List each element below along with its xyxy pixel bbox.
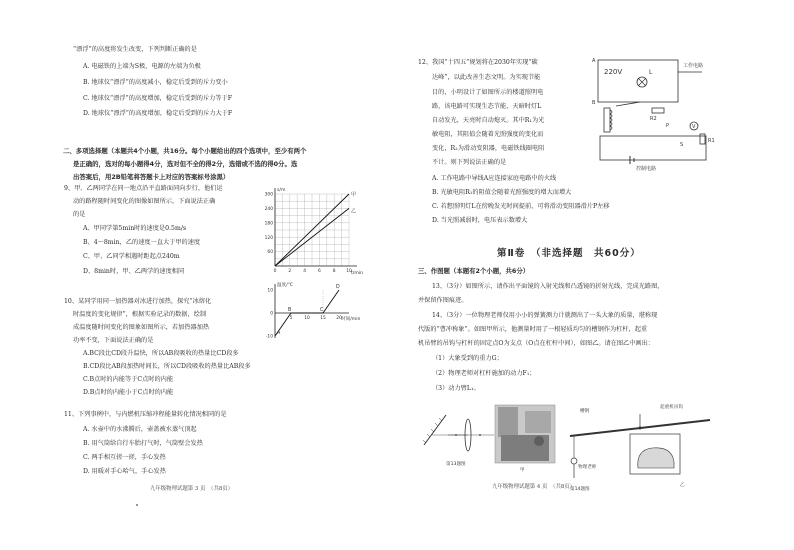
q9-option-b: B、4～8min，乙的速度一直大于甲的速度 xyxy=(83,239,201,246)
point-label: D xyxy=(336,285,340,290)
q12-circuit-diagram xyxy=(590,52,720,172)
q14-stem-1: 14、（3分）一位物理老师仅用小小的弹簧测力计就测出了一头大象的质量，堪称现 xyxy=(432,312,658,319)
q14-item-1: （1）大象受到的重力G； xyxy=(432,355,503,362)
jia-label: 甲 xyxy=(520,468,525,473)
q12-stem-2: 达峰”，以此改善生态文明。为实现节能 xyxy=(432,74,541,81)
q9-option-d: D、8min时，甲、乙两学的速度相同 xyxy=(83,268,185,275)
control-circuit-frame xyxy=(600,136,706,160)
q10-option-d: D.B点时的内能小于C点时的内能 xyxy=(83,389,174,396)
q12-option-c: C. 若想照明灯L在傍晚发光时间提前，可将滑动变阻器滑片P左移 xyxy=(432,203,610,210)
y-tick-label: 10 xyxy=(267,288,273,294)
section2-line-2: 是正确的，选对的每小题得4分，选对但不全的得2分，选错或不选的得0分。选 xyxy=(73,160,298,168)
x-tick-label: 6 xyxy=(318,269,321,274)
control-circuit-label: 控制电路 xyxy=(636,166,657,172)
q8-option-c: C. 地球仪“漂浮”的高度增加，稳定后受到的斥力等于F xyxy=(83,95,233,102)
q14-stem-2: 代版的“曹冲称象”。如图甲所示，他测量时用了一根轻质均匀的槽钢作为杠杆，起重 xyxy=(418,326,648,333)
q12-option-b: B. 光敏电阻R₁的阻值会随着光照强度的增大而增大 xyxy=(432,189,572,196)
y-tick-label: 60 xyxy=(267,250,273,256)
q13-optics-figure xyxy=(418,405,498,477)
switch-label: S xyxy=(680,142,684,148)
x-tick-label: 5 xyxy=(289,316,293,321)
q10-option-c: C.B点时的内能等于C点时的内能 xyxy=(83,376,174,383)
q10-stem-2: 时温度的变化规律”，根据实验记录的数据，绘制 xyxy=(73,311,207,318)
q8-option-a: A. 电磁铁的上端为S极，电源的左端为负极 xyxy=(83,63,201,70)
x-tick-label: 0 xyxy=(273,269,277,274)
focus-right xyxy=(479,434,481,436)
point-label: C xyxy=(320,308,324,313)
q12-stem-7: 变化，R₂为滑动变阻器，电磁铁线圈电阻 xyxy=(432,145,545,152)
q10-stem-1: 10、某同学用同一加热器对冰进行加热，探究“冰熔化 xyxy=(64,298,212,305)
armature xyxy=(616,102,640,106)
channel-steel-label: 槽钢 xyxy=(580,409,590,414)
q13-line-2: 并保留作图痕迹。 xyxy=(418,297,468,304)
x-tick-label: 10 xyxy=(304,316,310,321)
section2-line-1: 二、多项选择题（本题共4个小题，共16分。每个小题给出的四个选项中，至少有两个 xyxy=(63,147,307,155)
terminal-b-label: B xyxy=(592,100,596,106)
q9-distance-time-chart xyxy=(255,186,365,278)
elephant-icon xyxy=(638,448,674,468)
point-label: A xyxy=(277,331,281,336)
part2-title: 第Ⅱ卷 （非选择题 共60分） xyxy=(497,248,641,259)
x-axis-label: t/min xyxy=(351,271,364,276)
voltmeter-label: V xyxy=(692,124,696,130)
q11-option-d: D. 用暖对手心哈气，手心发热 xyxy=(83,468,166,475)
left-footer: 九年级物理试题第 3 页 （共8页） xyxy=(150,486,234,492)
q12-stem-1: 12、我国“十四五”规划将在2030年实现“碳 xyxy=(418,59,538,66)
y-tick-label: 180 xyxy=(264,221,273,227)
scan-speck xyxy=(136,504,138,506)
q9-option-c: C、甲、乙同学相遇时距起点240m xyxy=(83,253,180,260)
yi-label: 乙 xyxy=(680,483,685,488)
q8-option-b: B. 地球仪“漂浮”的高度减小，稳定后受到的斥力变小 xyxy=(83,79,228,86)
pivot-o xyxy=(639,427,642,430)
q12-stem-5: 自动发光，天亮时自动熄灭。其中R₁为光 xyxy=(432,117,545,124)
work-circuit-label: 工作电路 xyxy=(683,63,704,69)
q10-stem-4: 功率不变，下面说法正确的是 xyxy=(73,337,154,344)
crane-hook-label: 起重机吊钩 xyxy=(660,405,683,410)
q9-stem-1: 9、甲、乙两同学在同一地点沿平直路面同向步行，他们运 xyxy=(64,185,223,192)
r2-resistor xyxy=(652,108,664,113)
q12-stem-3: 目的，小明设计了如图所示的楼道照明电 xyxy=(432,89,544,96)
y-tick-label: 0 xyxy=(270,311,273,317)
q14-photo-jia xyxy=(495,405,557,475)
y-axis-label: s/m xyxy=(277,188,286,193)
x-tick-label: 15 xyxy=(320,316,326,321)
q12-stem-4: 路，该电路可实现生态节能，天暗时灯L xyxy=(432,103,542,110)
q12-option-a: A. 工作电路中导线A应连接家庭电路中的火线 xyxy=(432,175,557,182)
section3-heading: 三、作图题（本题有2个小题，共6分） xyxy=(418,267,530,275)
y-tick-label: 120 xyxy=(264,235,273,241)
plane-mirror xyxy=(424,415,446,445)
x-axis-label: 时间/min xyxy=(341,317,361,322)
r1-resistor xyxy=(700,134,705,144)
series-label: 甲 xyxy=(351,192,357,198)
q9-stem-3: 的是 xyxy=(73,211,86,218)
teacher-label: 物理老师 xyxy=(578,465,597,470)
q8-option-d: D. 地球仪“漂浮”的高度增加，稳定后受到的斥力大于F xyxy=(83,110,233,117)
q14-item-3: （3）动力臂L₁。 xyxy=(432,385,480,392)
y-tick-label: 300 xyxy=(264,192,273,198)
q11-option-c: C. 两手相互搓一搓，手心发热 xyxy=(83,454,166,461)
q11-stem: 11、下列事例中，与内燃机压缩冲程能量转化情况相同的是 xyxy=(64,411,227,418)
q11-option-b: B. 用气筒给自行车胎打气时，气筒壁会发热 xyxy=(83,440,203,447)
section2-line-3: 出答案后，用2B铅笔将答题卡上对应的答案标号涂黑） xyxy=(73,173,230,181)
x-tick-label: 20 xyxy=(336,316,342,321)
q14-stem-3: 机吊臂的吊钩与杠杆的固定点O为支点（O点在杠杆中间），如图乙。请在图乙中画出： xyxy=(418,340,654,347)
x-tick-label: 8 xyxy=(332,269,336,274)
q10-temperature-time-chart xyxy=(255,280,365,344)
point-label: B xyxy=(288,308,292,313)
right-footer: 九年级物理试题第 4 页 （共8页） xyxy=(492,484,576,490)
y-tick-label: -10 xyxy=(265,334,273,340)
x-tick-label: 10 xyxy=(346,269,352,274)
r2-label: R2 xyxy=(650,116,657,122)
q12-stem-6: 敏电阻，其阻值会随着光照强度的变化而 xyxy=(432,131,544,138)
q13-line-1: 13、（3分）如图所示，请作出平面镜的入射光线和凸透镜的折射光线，完成光路图， xyxy=(432,283,664,290)
q9-option-a: A、甲同学第5min时的速度是0.5m/s xyxy=(83,225,187,232)
q12-option-d: D. 当光照减弱时，电压表示数增大 xyxy=(432,217,528,224)
q10-option-a: A.BC段比CD段升温快，所以AB段吸收的热量比CD段多 xyxy=(83,350,239,357)
y-axis-label: 温度/℃ xyxy=(277,283,293,288)
q11-option-a: A. 水壶中的水沸腾后，壶盖被水蒸气顶起 xyxy=(83,426,197,433)
y-tick-label: 240 xyxy=(264,207,273,212)
r1-label: R1 xyxy=(708,138,715,144)
q10-stem-3: 成温度随时间变化的图象如图所示，若加热器加热 xyxy=(73,324,210,331)
q14-lever-diagram xyxy=(560,398,720,494)
lamp-label: L xyxy=(649,69,653,76)
q14-item-2: （2）物理老师对杠杆施加的动力F₁； xyxy=(432,370,536,377)
q10-option-b: B.CD段比AB段加热时间长，所以CD段吸收的热量比AB段多 xyxy=(83,363,251,370)
teacher-icon xyxy=(571,458,577,464)
terminal-a-label: A xyxy=(592,58,596,64)
q8-stem: “漂浮”的高度将发生改变，下列判断正确的是 xyxy=(73,46,197,53)
voltage-label: 220V xyxy=(604,68,623,76)
electromagnet-icon xyxy=(604,108,610,132)
fig13-caption: 第13题图 xyxy=(446,462,466,467)
p-label: P xyxy=(666,123,670,129)
q12-stem-8: 不计。则下列说法正确的是 xyxy=(432,159,507,166)
x-tick-label: 4 xyxy=(303,269,306,274)
work-circuit-frame xyxy=(598,60,678,102)
fig14-caption: 第14题图 xyxy=(570,487,590,492)
x-tick-label: 2 xyxy=(288,269,292,274)
q9-stem-2: 动的路程随时间变化的图像如图所示，下面说法正确 xyxy=(73,198,216,205)
series-label: 乙 xyxy=(351,208,357,215)
